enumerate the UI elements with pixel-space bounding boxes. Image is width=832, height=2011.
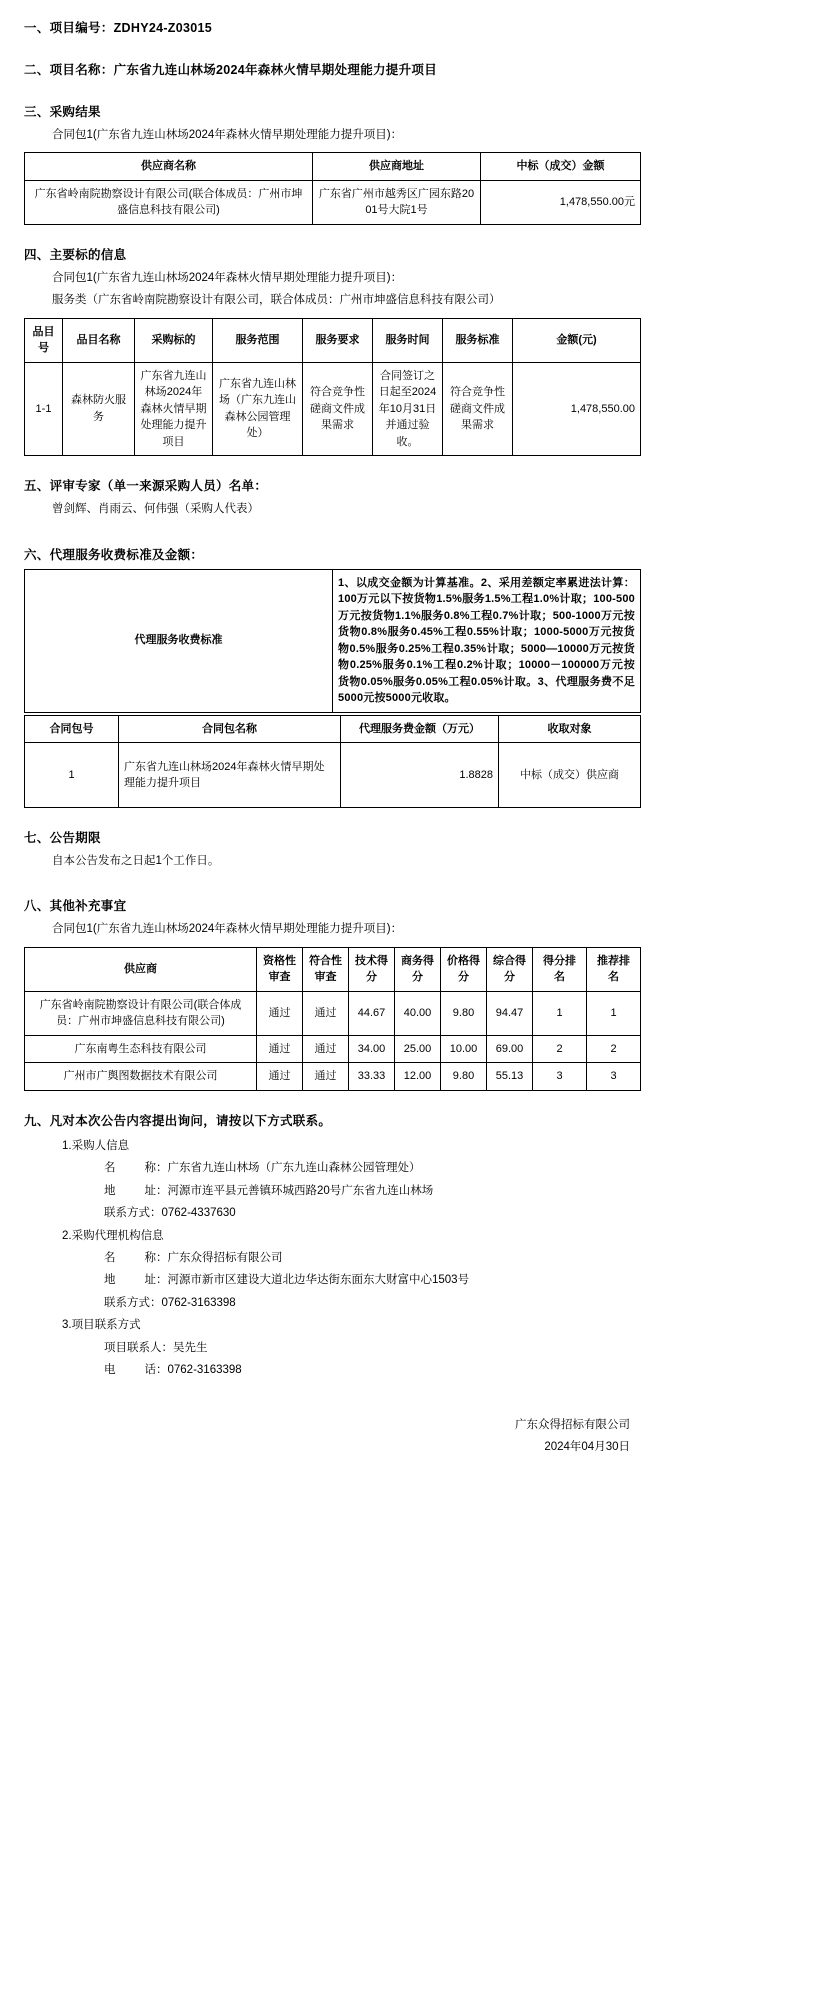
cell-compliance-review: 通过 xyxy=(303,1035,349,1063)
cell-score-rank: 1 xyxy=(533,991,587,1035)
cell-supplier-address: 广东省广州市越秀区广园东路2001号大院1号 xyxy=(313,180,481,224)
procurement-result-table xyxy=(24,152,641,225)
cell-fee-payer: 中标（成交）供应商 xyxy=(499,743,641,808)
section-4-category-line: 服务类（广东省岭南院勘察设计有限公司，联合体成员：广州市坤盛信息科技有限公司） xyxy=(52,294,501,307)
table-header-row xyxy=(25,947,641,991)
cell-qualification-review: 通过 xyxy=(257,1035,303,1063)
cell-agency-fee: 1.8828 xyxy=(341,743,499,808)
agency-name-label: 名称 xyxy=(104,1251,156,1264)
cell-amount: 1,478,550.00 xyxy=(513,362,641,456)
col-technical-score: 技术得分 xyxy=(349,947,395,991)
cell-award-amount: 1,478,550.00元 xyxy=(481,180,641,224)
cell-price-score: 10.00 xyxy=(441,1035,487,1063)
agency-contact-row: 联系方式：0762-3163398 xyxy=(104,1296,236,1309)
table-header-row xyxy=(25,153,641,181)
section-6-heading: 六、代理服务收费标准及金额： xyxy=(24,547,204,562)
cell-recommend-rank: 2 xyxy=(587,1035,641,1063)
col-service-standard: 服务标准 xyxy=(443,318,513,362)
purchaser-name-row xyxy=(76,1157,640,1179)
purchaser-group-title: 1.采购人信息 xyxy=(62,1139,130,1152)
cell-item-name: 森林防火服务 xyxy=(63,362,135,456)
col-service-time: 服务时间 xyxy=(373,318,443,362)
agency-name-value: ：广东众得招标有限公司 xyxy=(156,1251,283,1264)
col-score-rank: 得分排名 xyxy=(533,947,587,991)
col-supplier: 供应商 xyxy=(25,947,257,991)
cell-business-score: 25.00 xyxy=(395,1035,441,1063)
col-service-scope: 服务范围 xyxy=(213,318,303,362)
cell-supplier: 广东南粤生态科技有限公司 xyxy=(25,1035,257,1063)
cell-compliance-review: 通过 xyxy=(303,991,349,1035)
project-tel-value: ：0762-3163398 xyxy=(156,1364,242,1377)
section-8-heading: 八、其他补充事宜 xyxy=(24,899,127,914)
purchaser-address-row xyxy=(76,1180,640,1202)
cell-supplier: 广东省岭南院勘察设计有限公司(联合体成员：广州市坤盛信息科技有限公司) xyxy=(25,991,257,1035)
table-row xyxy=(25,362,641,456)
cell-total-score: 69.00 xyxy=(487,1035,533,1063)
purchaser-contact-row: 联系方式：0762-4337630 xyxy=(104,1207,236,1220)
project-group-title: 3.项目联系方式 xyxy=(62,1319,141,1332)
col-qualification-review: 资格性审查 xyxy=(257,947,303,991)
section-3-package-line: 合同包1(广东省九连山林场2024年森林火情早期处理能力提升项目)： xyxy=(52,129,403,141)
cell-recommend-rank: 3 xyxy=(587,1063,641,1091)
cell-item-no: 1-1 xyxy=(25,362,63,456)
section-3-heading: 三、采购结果 xyxy=(24,105,101,119)
agency-fee-amount-table xyxy=(24,715,641,809)
contact-group-agency xyxy=(24,1225,640,1315)
col-item-name: 品目名称 xyxy=(63,318,135,362)
section-2-heading: 二、项目名称：广东省九连山林场2024年森林火情早期处理能力提升项目 xyxy=(24,63,438,77)
cell-price-score: 9.80 xyxy=(441,991,487,1035)
col-agency-fee: 代理服务费金额（万元） xyxy=(341,715,499,743)
agency-address-value: ：河源市新市区建设大道北边华达街东面东大财富中心1503号 xyxy=(156,1274,470,1287)
col-package-name: 合同包名称 xyxy=(119,715,341,743)
section-1-heading: 一、项目编号：ZDHY24-Z03015 xyxy=(24,21,212,35)
col-business-score: 商务得分 xyxy=(395,947,441,991)
table-row xyxy=(25,991,641,1035)
col-service-requirement: 服务要求 xyxy=(303,318,373,362)
cell-price-score: 9.80 xyxy=(441,1063,487,1091)
cell-service-standard: 符合竞争性磋商文件成果需求 xyxy=(443,362,513,456)
cell-business-score: 40.00 xyxy=(395,991,441,1035)
col-total-score: 综合得分 xyxy=(487,947,533,991)
contact-group-project xyxy=(24,1314,640,1381)
cell-technical-score: 34.00 xyxy=(349,1035,395,1063)
col-fee-payer: 收取对象 xyxy=(499,715,641,743)
section-4-heading: 四、主要标的信息 xyxy=(24,247,127,262)
cell-service-requirement: 符合竞争性磋商文件成果需求 xyxy=(303,362,373,456)
cell-package-name: 广东省九连山林场2024年森林火情早期处理能力提升项目 xyxy=(119,743,341,808)
footer-date: 2024年04月30日 xyxy=(544,1441,630,1454)
agency-name-row xyxy=(76,1247,640,1269)
cell-technical-score: 44.67 xyxy=(349,991,395,1035)
cell-recommend-rank: 1 xyxy=(587,991,641,1035)
table-row xyxy=(25,1063,641,1091)
section-5-heading: 五、评审专家（单一来源采购人员）名单： xyxy=(24,479,268,494)
table-row xyxy=(25,569,641,712)
col-award-amount: 中标（成交）金额 xyxy=(481,153,641,181)
purchaser-name-value: ：广东省九连山林场（广东九连山森林公园管理处） xyxy=(156,1162,421,1175)
main-subject-table xyxy=(24,318,641,457)
section-4-package-line: 合同包1(广东省九连山林场2024年森林火情早期处理能力提升项目)： xyxy=(52,271,403,284)
cell-compliance-review: 通过 xyxy=(303,1063,349,1091)
section-5-expert-names: 曾剑辉、肖雨云、何伟强（采购人代表） xyxy=(52,503,259,516)
section-8-package-line: 合同包1(广东省九连山林场2024年森林火情早期处理能力提升项目)： xyxy=(52,923,403,936)
cell-total-score: 55.13 xyxy=(487,1063,533,1091)
agency-address-row xyxy=(76,1269,640,1291)
col-item-no: 品目号 xyxy=(25,318,63,362)
table-header-row xyxy=(25,715,641,743)
section-7-heading: 七、公告期限 xyxy=(24,831,101,846)
section-9-heading: 九、凡对本次公告内容提出询问，请按以下方式联系。 xyxy=(24,1113,332,1128)
cell-technical-score: 33.33 xyxy=(349,1063,395,1091)
purchaser-address-label: 地址 xyxy=(104,1184,156,1197)
col-purchase-subject: 采购标的 xyxy=(135,318,213,362)
cell-package-no: 1 xyxy=(25,743,119,808)
col-package-no: 合同包号 xyxy=(25,715,119,743)
cell-service-time: 合同签订之日起至2024年10月31日并通过验收。 xyxy=(373,362,443,456)
cell-business-score: 12.00 xyxy=(395,1063,441,1091)
cell-service-scope: 广东省九连山林场（广东九连山森林公园管理处） xyxy=(213,362,303,456)
agency-address-label: 地址 xyxy=(104,1274,156,1287)
cell-qualification-review: 通过 xyxy=(257,1063,303,1091)
table-row xyxy=(25,1035,641,1063)
section-7-text: 自本公告发布之日起1个工作日。 xyxy=(52,855,220,868)
project-person-row: 项目联系人：吴先生 xyxy=(104,1341,208,1354)
evaluation-score-table xyxy=(24,947,641,1091)
cell-fee-standard-label: 代理服务收费标准 xyxy=(25,569,333,712)
cell-purchase-subject: 广东省九连山林场2024年森林火情早期处理能力提升项目 xyxy=(135,362,213,456)
col-recommend-rank: 推荐排名 xyxy=(587,947,641,991)
purchaser-name-label: 名称 xyxy=(104,1162,156,1175)
table-row xyxy=(25,743,641,808)
agency-fee-standard-table xyxy=(24,569,641,713)
col-amount: 金额(元) xyxy=(513,318,641,362)
table-header-row xyxy=(25,318,641,362)
cell-supplier-name: 广东省岭南院勘察设计有限公司(联合体成员：广州市坤盛信息科技有限公司) xyxy=(25,180,313,224)
cell-supplier: 广州市广舆图数据技术有限公司 xyxy=(25,1063,257,1091)
cell-score-rank: 2 xyxy=(533,1035,587,1063)
col-compliance-review: 符合性审查 xyxy=(303,947,349,991)
purchaser-address-value: ：河源市连平县元善镇环城西路20号广东省九连山林场 xyxy=(156,1184,434,1197)
contact-group-purchaser xyxy=(24,1135,640,1225)
col-supplier-address: 供应商地址 xyxy=(313,153,481,181)
agency-group-title: 2.采购代理机构信息 xyxy=(62,1229,164,1242)
cell-fee-standard-text: 1、以成交金额为计算基准。2、采用差额定率累进法计算：100万元以下按货物1.5%服务1.5%工程1.0%计取；100-500万元按货物1.1%服务0.8%工程0.7%计取；500-1000万元按货物0.8%服务0.45%工程0.55%计取；1000-5000万元按货物0.5%服务0.25%工程0.35%计取；5000—10000万元按货物0.25%服务0.1%工程0.2%计取；10000－100000万元按货物0.05%服务0.05%工程0.05%计取。3、代理服务费不足5000元按5000元收取。 xyxy=(333,569,641,712)
table-row xyxy=(25,180,641,224)
cell-total-score: 94.47 xyxy=(487,991,533,1035)
cell-score-rank: 3 xyxy=(533,1063,587,1091)
project-tel-row xyxy=(76,1359,640,1381)
col-supplier-name: 供应商名称 xyxy=(25,153,313,181)
cell-qualification-review: 通过 xyxy=(257,991,303,1035)
document-footer xyxy=(24,1415,640,1459)
col-price-score: 价格得分 xyxy=(441,947,487,991)
footer-company: 广东众得招标有限公司 xyxy=(515,1419,630,1432)
project-tel-label: 电话 xyxy=(104,1364,156,1377)
